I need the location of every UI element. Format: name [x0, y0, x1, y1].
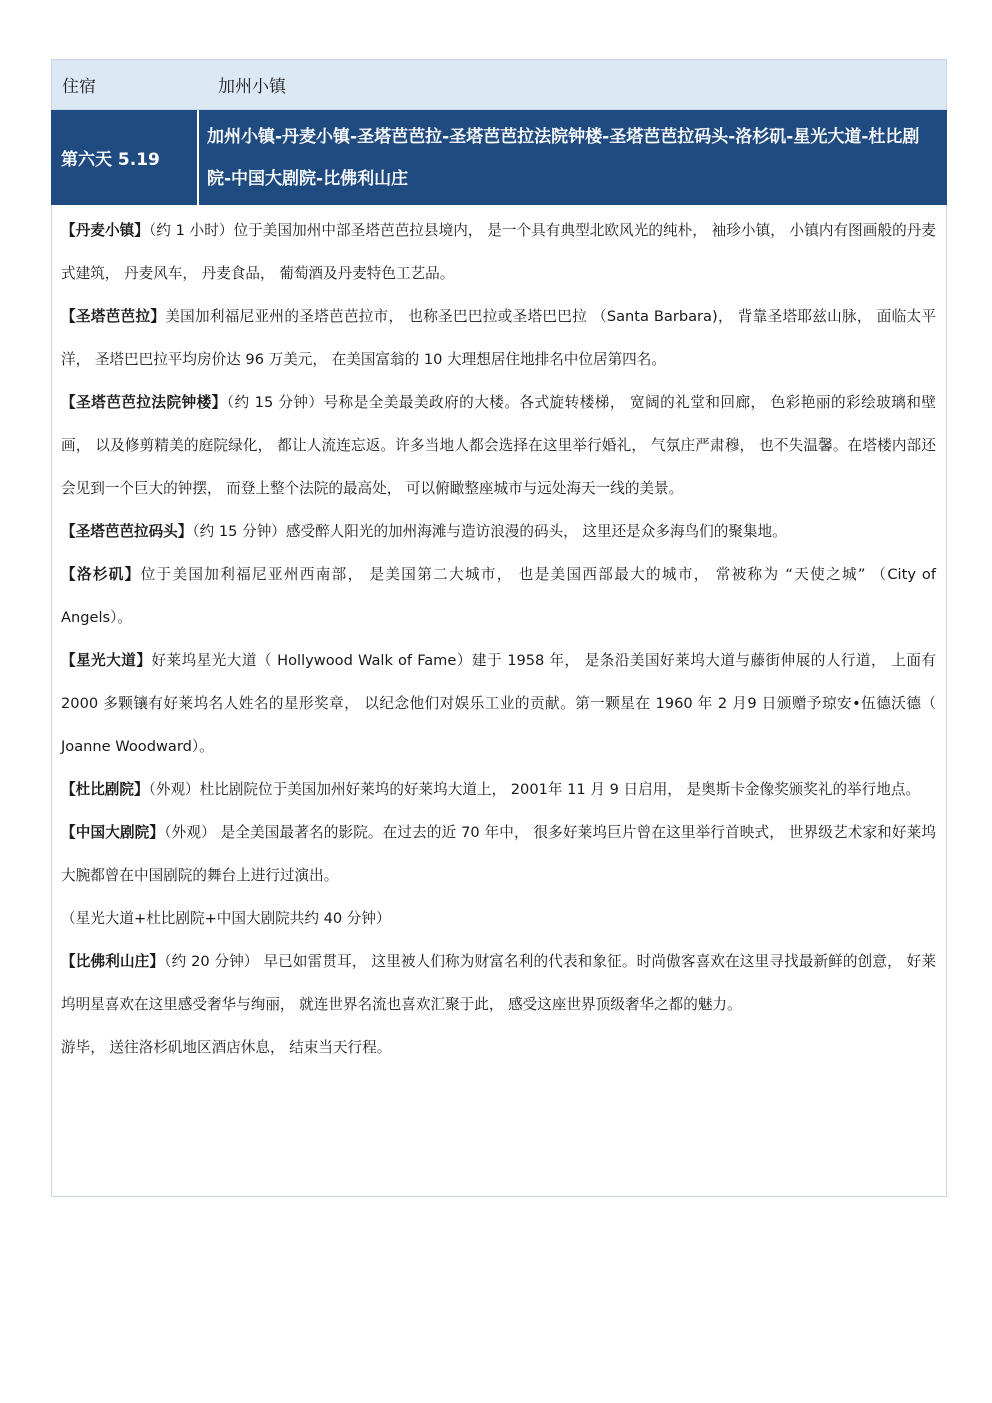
paragraph-text: （外观） 是全美国最著名的影院。在过去的近 70 年中， 很多好莱坞巨片曾在这里举行首映式， 世界级艺术家和好莱坞大腕都曾在中国剧院的舞台上进行过演出。 — [61, 824, 936, 884]
paragraph-text: 好莱坞星光大道（ Hollywood Walk of Fame）建于 1958 年， 是条沿美国好莱坞大道与藤街伸展的人行道， 上面有 2000 多颗镶有好莱坞名人姓名的星形奖章， 以纪念他们对娱乐工业的贡献。第一颗星在 1960 年 2 月9 日颁赠予琼安•伍德沃德（ Joanne Woodward）。 — [61, 652, 936, 755]
day-header-row — [51, 110, 947, 205]
paragraph-title: 【圣塔芭芭拉码头】 — [61, 523, 193, 540]
paragraph-courthouse — [61, 381, 936, 510]
day-route: 加州小镇-丹麦小镇-圣塔芭芭拉-圣塔芭芭拉法院钟楼-圣塔芭芭拉码头-洛杉矶-星光大道-杜比剧院-中国大剧院-比佛利山庄 — [207, 127, 920, 189]
paragraph-text: （约 15 分钟）号称是全美最美政府的大楼。各式旋转楼梯， 宽阔的礼堂和回廊， 色彩艳丽的彩绘玻璃和壁画， 以及修剪精美的庭院绿化， 都让人流连忘返。许多当地人都会选择在这里举行婚礼， 气氛庄严肃穆， 也不失温馨。在塔楼内部还会见到一个巨大的钟摆， 而登上整个法院的最高处， 可以俯瞰整座城市与远处海天一线的美景。 — [61, 394, 936, 497]
paragraph-santa-barbara — [61, 295, 936, 381]
paragraph-closing — [61, 1026, 936, 1069]
paragraph-danish-town — [61, 209, 936, 295]
paragraph-text: 位于美国加利福尼亚州西南部， 是美国第二大城市， 也是美国西部最大的城市， 常被称为 “天使之城” （City of Angels）。 — [61, 566, 936, 626]
paragraph-title: 【比佛利山庄】 — [61, 953, 165, 970]
paragraph-title: 【中国大剧院】 — [61, 824, 165, 841]
paragraph-title: 【星光大道】 — [61, 652, 152, 669]
paragraph-text: （约 1 小时）位于美国加州中部圣塔芭芭拉县境内， 是一个具有典型北欧风光的纯朴， 袖珍小镇， 小镇内有图画般的丹麦式建筑， 丹麦风车， 丹麦食品， 葡萄酒及丹麦特色工艺品。 — [61, 222, 936, 282]
paragraph-chinese-theatre — [61, 811, 936, 897]
paragraph-text: 游毕， 送往洛杉矶地区酒店休息， 结束当天行程。 — [61, 1039, 392, 1056]
paragraph-dolby-theatre — [61, 768, 936, 811]
paragraph-text: （约 15 分钟）感受醉人阳光的加州海滩与造访浪漫的码头， 这里还是众多海鸟们的聚集地。 — [192, 523, 787, 540]
paragraph-text: （约 20 分钟） 早已如雷贯耳， 这里被人们称为财富名利的代表和象征。时尚傲客喜欢在这里寻找最新鲜的创意， 好莱坞明星喜欢在这里感受奢华与绚丽， 就连世界名流也喜欢汇聚于此， 感受这座世界顶级奢华之都的魅力。 — [61, 953, 936, 1013]
paragraph-text: （外观）杜比剧院位于美国加州好莱坞的好莱坞大道上， 2001年 11 月 9 日启用， 是奥斯卡金像奖颁奖礼的举行地点。 — [148, 781, 921, 798]
paragraph-title: 【圣塔芭芭拉法院钟楼】 — [61, 394, 227, 411]
paragraph-los-angeles — [61, 553, 936, 639]
paragraph-combined-time-note — [61, 897, 936, 940]
paragraph-title: 【圣塔芭芭拉】 — [61, 308, 166, 325]
paragraph-text: （星光大道+杜比剧院+中国大剧院共约 40 分钟） — [61, 910, 391, 927]
paragraph-wharf — [61, 510, 936, 553]
lodging-value: 加州小镇 — [218, 77, 286, 97]
paragraph-beverly-hills — [61, 940, 936, 1026]
paragraph-walk-of-fame — [61, 639, 936, 768]
paragraph-title: 【杜比剧院】 — [61, 781, 149, 798]
day-label: 第六天 5.19 — [51, 110, 199, 205]
itinerary-table — [51, 59, 947, 1197]
day-description — [51, 205, 947, 1197]
paragraph-title: 【丹麦小镇】 — [61, 222, 149, 239]
paragraph-text: 美国加利福尼亚州的圣塔芭芭拉市， 也称圣巴巴拉或圣塔巴巴拉 （Santa Barbara)， 背靠圣塔耶兹山脉， 面临太平洋， 圣塔巴巴拉平均房价达 96 万美元， 在美国富翁的 10 大理想居住地排名中位居第四名。 — [61, 308, 936, 368]
lodging-row — [51, 59, 947, 110]
lodging-label: 住宿 — [62, 77, 96, 97]
paragraph-title: 【洛杉矶】 — [61, 566, 141, 583]
